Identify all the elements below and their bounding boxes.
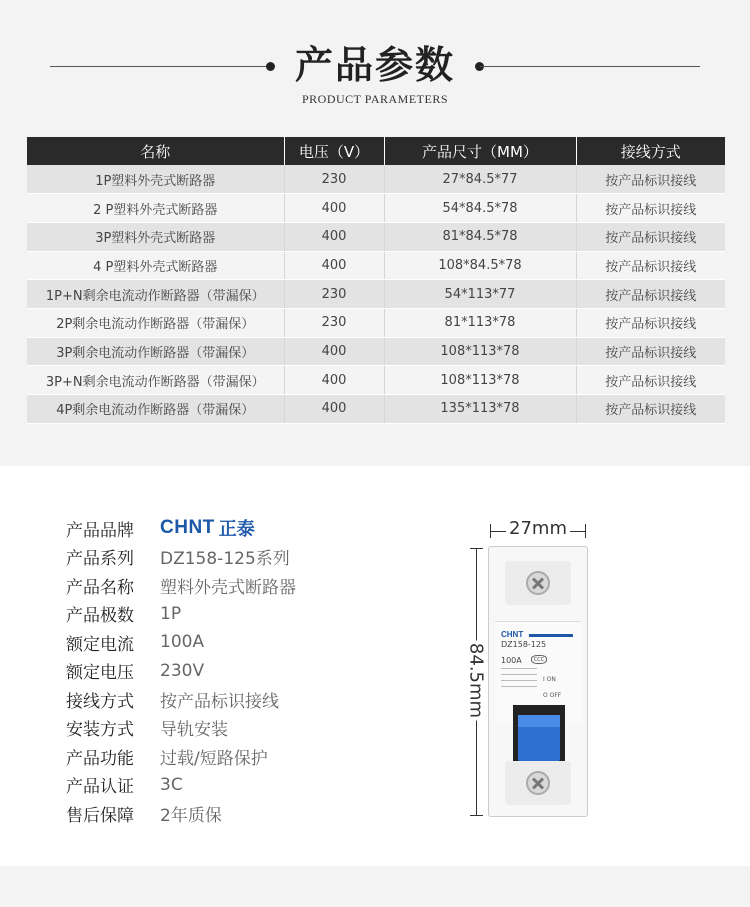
cell-size: 54*84.5*78	[384, 194, 576, 223]
faceplate-stripe	[529, 634, 573, 637]
cell-size: 135*113*78	[384, 395, 576, 424]
cell-name: 2 P塑料外壳式断路器	[27, 194, 284, 223]
dimension-line	[570, 531, 586, 532]
cell-size: 108*113*78	[384, 366, 576, 395]
screw-icon	[526, 771, 550, 795]
cell-wiring: 按产品标识接线	[576, 194, 725, 223]
spec-label: 额定电压	[66, 663, 134, 684]
faceplate-off-label: O OFF	[543, 692, 562, 699]
cell-voltage: 230	[284, 280, 384, 309]
spec-label: 产品名称	[66, 577, 134, 598]
cell-wiring: 按产品标识接线	[576, 337, 725, 366]
faceplate-on-label: I ON	[543, 676, 556, 683]
cell-name: 4P剩余电流动作断路器（带漏保）	[27, 395, 284, 424]
spec-label: 产品极数	[66, 606, 134, 627]
spec-row	[66, 685, 296, 714]
brand-logo	[160, 515, 255, 541]
cell-name: 4 P塑料外壳式断路器	[27, 251, 284, 280]
table-row	[27, 194, 725, 223]
spec-row	[66, 799, 296, 828]
faceplate-rating: 100A	[501, 656, 522, 665]
spec-label: 产品系列	[66, 549, 134, 570]
table-row	[27, 366, 725, 395]
cell-size: 108*113*78	[384, 337, 576, 366]
title-divider-left	[50, 66, 270, 67]
table-row	[27, 280, 725, 309]
cell-voltage: 230	[284, 308, 384, 337]
cell-name: 1P塑料外壳式断路器	[27, 165, 284, 194]
section-title: 产品参数	[294, 43, 455, 87]
cell-wiring: 按产品标识接线	[576, 280, 725, 309]
spec-row	[66, 714, 296, 743]
cell-name: 3P塑料外壳式断路器	[27, 222, 284, 251]
top-terminal	[505, 561, 571, 605]
faceplate-fine-print	[501, 668, 537, 696]
breaker-diagram	[466, 518, 606, 820]
brand-logo-en: CHNT	[160, 517, 215, 539]
table-body	[27, 165, 725, 423]
cell-size: 81*84.5*78	[384, 222, 576, 251]
cell-wiring: 按产品标识接线	[576, 165, 725, 194]
spec-value: 塑料外壳式断路器	[160, 577, 296, 598]
spec-row	[66, 543, 296, 572]
spec-label: 产品认证	[66, 777, 134, 798]
cell-name: 3P+N剩余电流动作断路器（带漏保）	[27, 366, 284, 395]
width-dimension-label: 27mm	[509, 518, 567, 539]
cell-wiring: 按产品标识接线	[576, 308, 725, 337]
cell-name: 3P剩余电流动作断路器（带漏保）	[27, 337, 284, 366]
height-dimension-label: 84.5mm	[466, 641, 487, 721]
table-row	[27, 165, 725, 194]
dimension-tick	[470, 815, 483, 816]
spec-row	[66, 571, 296, 600]
spec-value: 过载/短路保护	[160, 748, 268, 769]
column-header-name: 名称	[27, 137, 284, 165]
table-header-row	[27, 137, 725, 165]
cell-voltage: 400	[284, 222, 384, 251]
title-dot-left	[266, 62, 275, 71]
cell-voltage: 400	[284, 395, 384, 424]
spec-row	[66, 657, 296, 686]
spec-label: 产品品牌	[66, 520, 134, 541]
cell-voltage: 230	[284, 165, 384, 194]
table-row	[27, 395, 725, 424]
cell-wiring: 按产品标识接线	[576, 366, 725, 395]
spec-value: 230V	[160, 660, 205, 681]
breaker-image	[488, 546, 588, 817]
cell-wiring: 按产品标识接线	[576, 222, 725, 251]
spec-value: DZ158-125系列	[160, 549, 290, 570]
section-subtitle: PRODUCT PARAMETERS	[301, 92, 449, 106]
spec-label: 安装方式	[66, 720, 134, 741]
column-header-voltage: 电压（V）	[284, 137, 384, 165]
spec-value: 按产品标识接线	[160, 691, 279, 712]
spec-value: 2年质保	[160, 805, 222, 826]
column-header-size: 产品尺寸（MM）	[384, 137, 576, 165]
cell-voltage: 400	[284, 251, 384, 280]
table-row	[27, 251, 725, 280]
cell-name: 2P剩余电流动作断路器（带漏保）	[27, 308, 284, 337]
spec-items	[66, 543, 296, 828]
spec-label: 产品功能	[66, 748, 134, 769]
dimension-tick	[585, 524, 586, 538]
spec-value: 3C	[160, 774, 183, 795]
dimension-line	[490, 531, 506, 532]
brand-logo-cn: 正泰	[218, 519, 255, 541]
spec-row	[66, 600, 296, 629]
spec-value: 100A	[160, 632, 205, 653]
table-row	[27, 222, 725, 251]
bottom-terminal	[505, 761, 571, 805]
spec-value: 1P	[160, 603, 182, 624]
spec-label: 额定电流	[66, 634, 134, 655]
spec-value: 导轨安装	[160, 720, 228, 741]
spec-list	[66, 514, 296, 828]
spec-label: 接线方式	[66, 691, 134, 712]
spec-row	[66, 628, 296, 657]
section-title-block	[0, 36, 750, 107]
cell-wiring: 按产品标识接线	[576, 395, 725, 424]
cell-wiring: 按产品标识接线	[576, 251, 725, 280]
screw-icon	[526, 571, 550, 595]
spec-label: 售后保障	[66, 805, 134, 826]
cell-size: 108*84.5*78	[384, 251, 576, 280]
faceplate-brand: CHNT	[501, 630, 524, 639]
column-header-wiring: 接线方式	[576, 137, 725, 165]
cell-voltage: 400	[284, 194, 384, 223]
cell-size: 27*84.5*77	[384, 165, 576, 194]
dimension-tick	[470, 548, 483, 549]
bottom-band	[0, 866, 750, 907]
cell-size: 54*113*77	[384, 280, 576, 309]
cell-voltage: 400	[284, 337, 384, 366]
cell-voltage: 400	[284, 366, 384, 395]
table-row	[27, 308, 725, 337]
table-row	[27, 337, 725, 366]
spec-row	[66, 771, 296, 800]
faceplate-model: DZ158-125	[501, 640, 547, 649]
title-divider-right	[480, 66, 700, 67]
ccc-cert-icon: CCC	[531, 655, 547, 664]
width-dimension	[490, 518, 586, 539]
cell-size: 81*113*78	[384, 308, 576, 337]
spec-row	[66, 742, 296, 771]
spec-row-brand	[66, 514, 296, 543]
cell-name: 1P+N剩余电流动作断路器（带漏保）	[27, 280, 284, 309]
toggle-lever	[518, 715, 560, 761]
parameters-table	[27, 137, 725, 424]
